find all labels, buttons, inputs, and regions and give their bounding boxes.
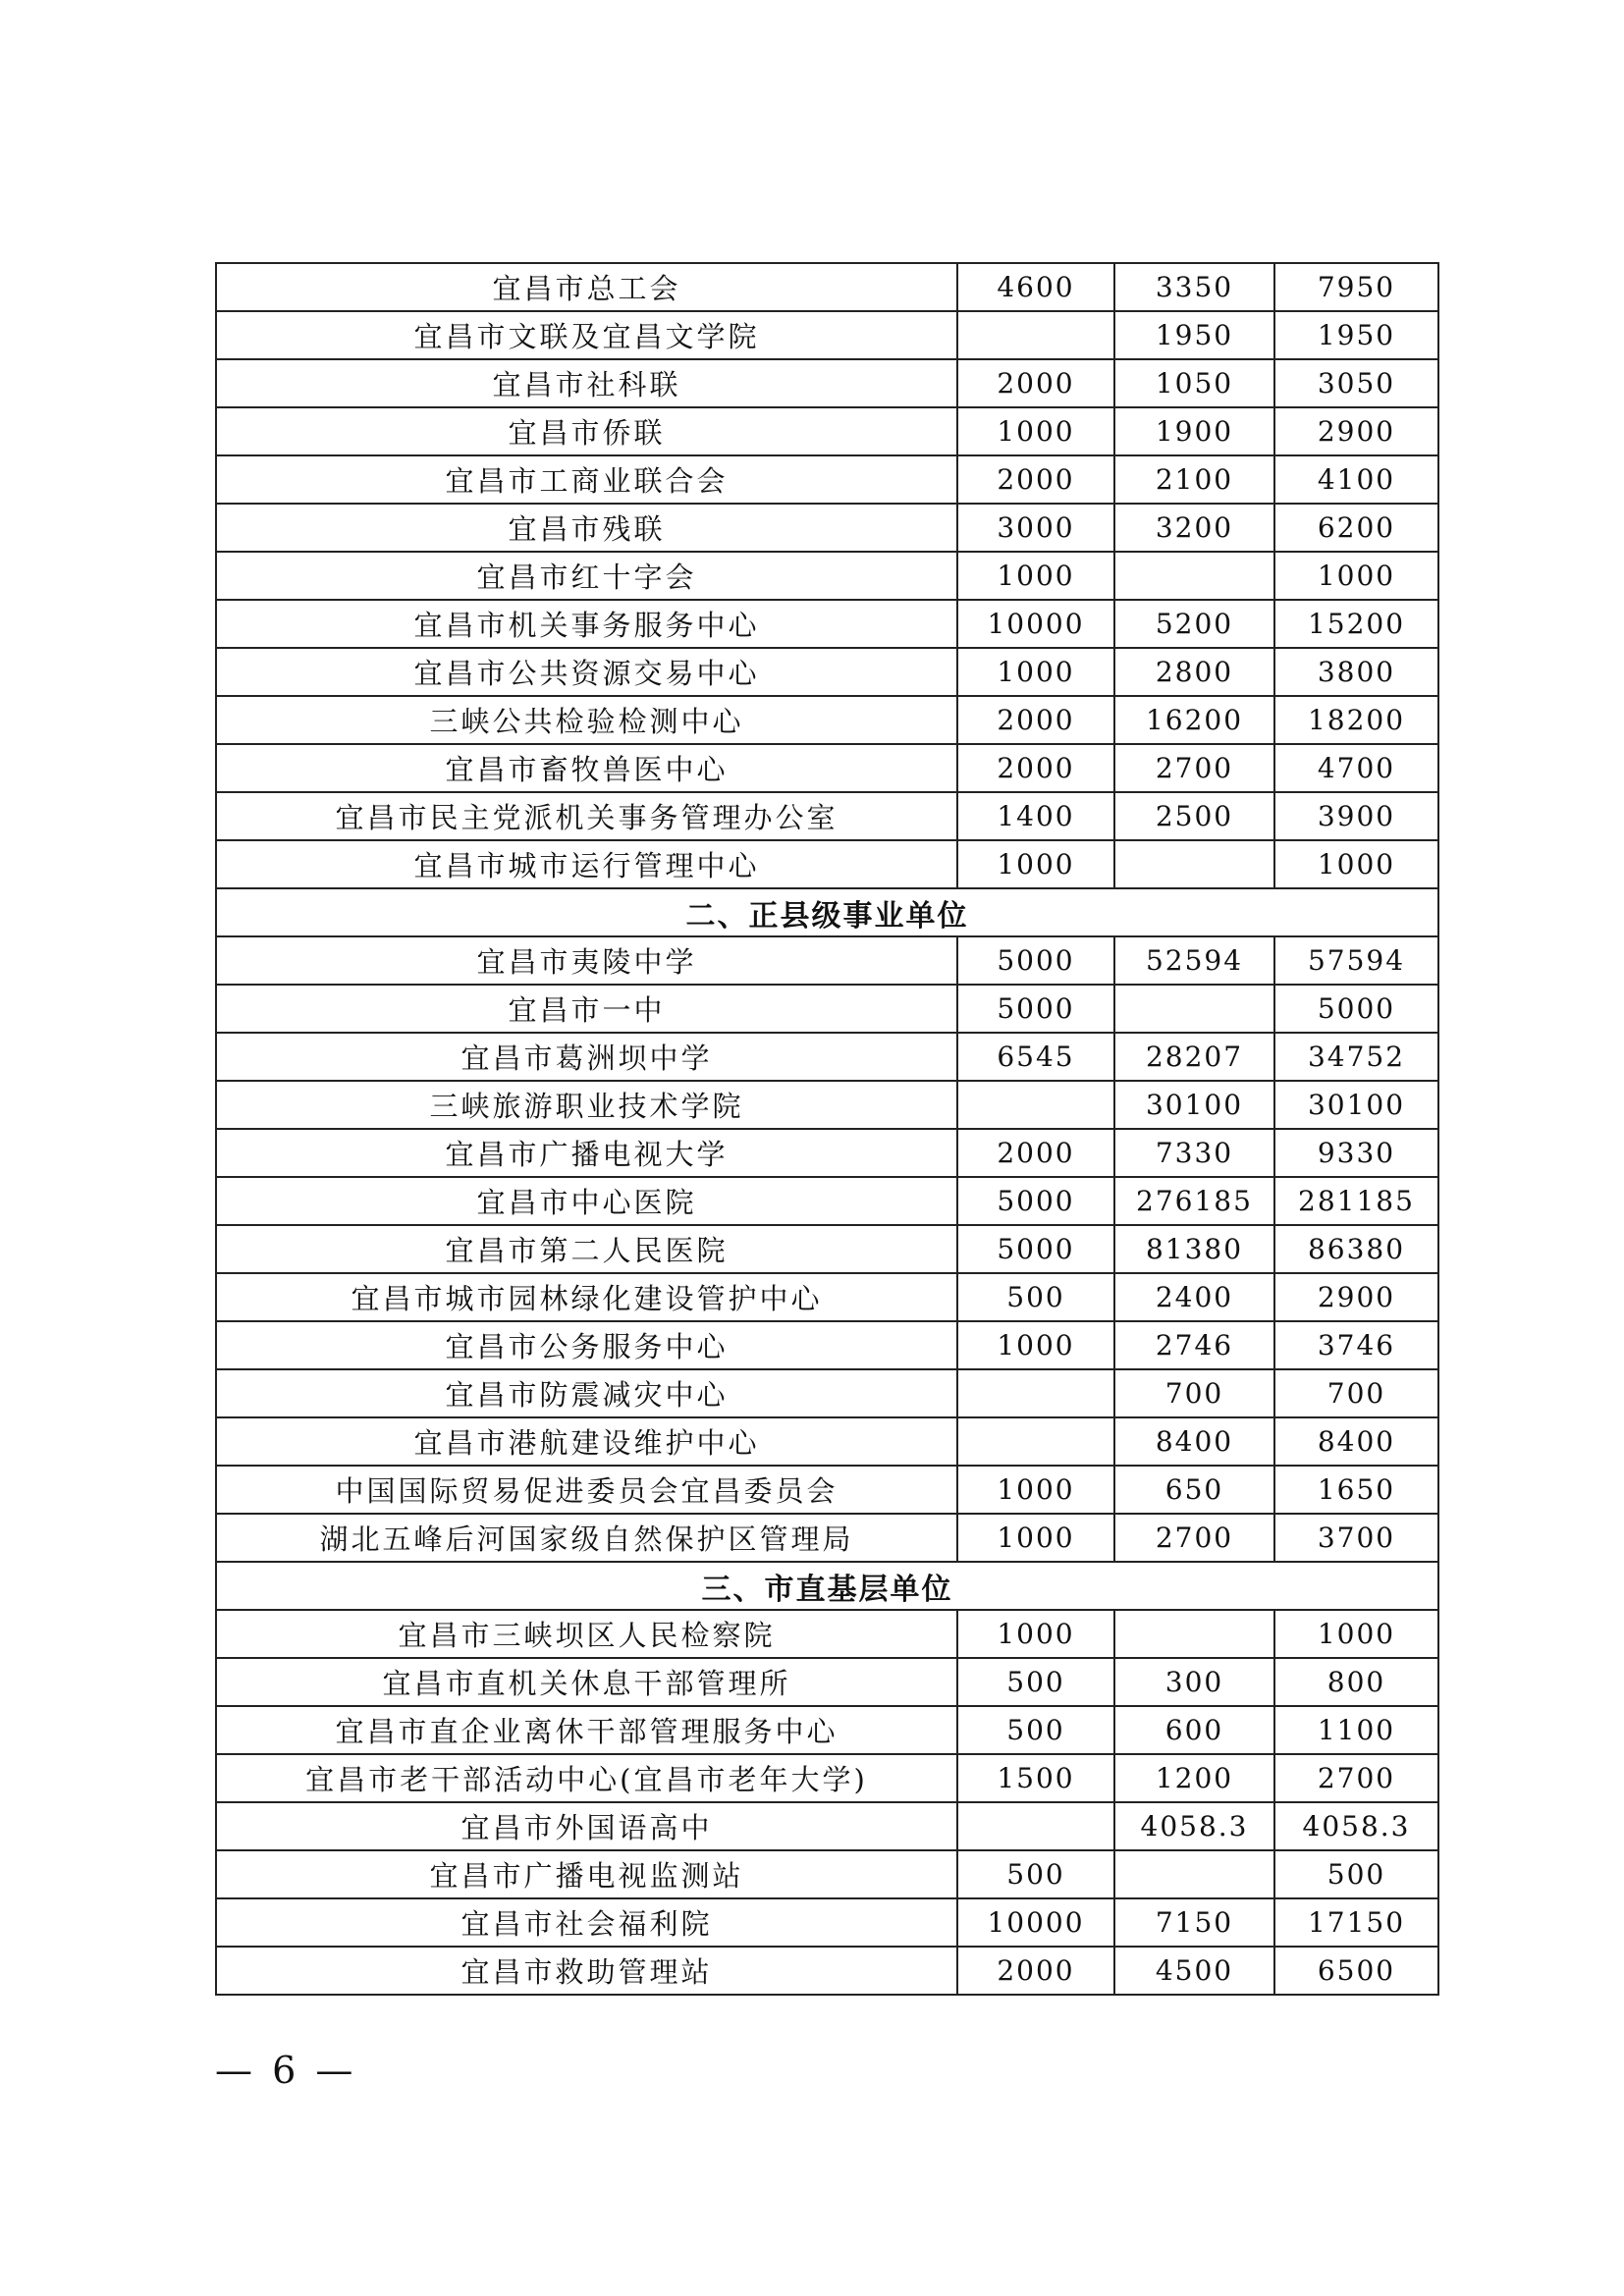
unit-name-cell: 宜昌市港航建设维护中心 xyxy=(216,1417,957,1466)
amount-cell-2 xyxy=(1114,552,1274,600)
amount-cell-1: 2000 xyxy=(957,455,1114,504)
amount-cell-1: 3000 xyxy=(957,504,1114,552)
unit-name-cell: 宜昌市社会福利院 xyxy=(216,1898,957,1947)
amount-cell-1: 5000 xyxy=(957,1225,1114,1273)
total-amount-cell: 86380 xyxy=(1274,1225,1438,1273)
amount-cell-1: 1000 xyxy=(957,407,1114,455)
unit-name-cell: 宜昌市救助管理站 xyxy=(216,1947,957,1995)
total-amount-cell: 2700 xyxy=(1274,1754,1438,1802)
total-amount-cell: 2900 xyxy=(1274,407,1438,455)
table-row xyxy=(216,1081,1438,1129)
unit-name-cell: 湖北五峰后河国家级自然保护区管理局 xyxy=(216,1514,957,1562)
total-amount-cell: 3746 xyxy=(1274,1321,1438,1369)
total-amount-cell: 17150 xyxy=(1274,1898,1438,1947)
table-row xyxy=(216,504,1438,552)
amount-cell-2: 1950 xyxy=(1114,311,1274,359)
unit-name-cell: 三峡旅游职业技术学院 xyxy=(216,1081,957,1129)
total-amount-cell: 5000 xyxy=(1274,985,1438,1033)
amount-cell-1: 1000 xyxy=(957,648,1114,696)
amount-cell-1: 5000 xyxy=(957,1177,1114,1225)
amount-cell-1: 1000 xyxy=(957,552,1114,600)
amount-cell-2: 2800 xyxy=(1114,648,1274,696)
unit-name-cell: 宜昌市民主党派机关事务管理办公室 xyxy=(216,792,957,840)
amount-cell-1: 1000 xyxy=(957,840,1114,888)
table-row xyxy=(216,1369,1438,1417)
amount-cell-1: 1000 xyxy=(957,1466,1114,1514)
amount-cell-1: 500 xyxy=(957,1273,1114,1321)
unit-name-cell: 宜昌市三峡坝区人民检察院 xyxy=(216,1610,957,1658)
unit-name-cell: 宜昌市广播电视大学 xyxy=(216,1129,957,1177)
amount-cell-1 xyxy=(957,1081,1114,1129)
table-row xyxy=(216,1225,1438,1273)
total-amount-cell: 4700 xyxy=(1274,744,1438,792)
total-amount-cell: 3700 xyxy=(1274,1514,1438,1562)
amount-cell-2: 3200 xyxy=(1114,504,1274,552)
table-row xyxy=(216,407,1438,455)
unit-name-cell: 中国国际贸易促进委员会宜昌委员会 xyxy=(216,1466,957,1514)
table-row xyxy=(216,1177,1438,1225)
table-row xyxy=(216,1129,1438,1177)
amount-cell-2: 4058.3 xyxy=(1114,1802,1274,1850)
table-row xyxy=(216,1754,1438,1802)
amount-cell-2: 600 xyxy=(1114,1706,1274,1754)
total-amount-cell: 1000 xyxy=(1274,1610,1438,1658)
table-row xyxy=(216,985,1438,1033)
unit-name-cell: 宜昌市外国语高中 xyxy=(216,1802,957,1850)
total-amount-cell: 3050 xyxy=(1274,359,1438,407)
amount-cell-2: 5200 xyxy=(1114,600,1274,648)
table-row xyxy=(216,1321,1438,1369)
total-amount-cell: 4058.3 xyxy=(1274,1802,1438,1850)
amount-cell-2: 28207 xyxy=(1114,1033,1274,1081)
amount-cell-1: 1000 xyxy=(957,1610,1114,1658)
total-amount-cell: 30100 xyxy=(1274,1081,1438,1129)
total-amount-cell: 800 xyxy=(1274,1658,1438,1706)
total-amount-cell: 1000 xyxy=(1274,552,1438,600)
amount-cell-2: 7150 xyxy=(1114,1898,1274,1947)
section-header-row xyxy=(216,1562,1438,1610)
amount-cell-1: 6545 xyxy=(957,1033,1114,1081)
amount-cell-1: 1400 xyxy=(957,792,1114,840)
unit-name-cell: 宜昌市文联及宜昌文学院 xyxy=(216,311,957,359)
total-amount-cell: 1950 xyxy=(1274,311,1438,359)
table-row xyxy=(216,792,1438,840)
total-amount-cell: 18200 xyxy=(1274,696,1438,744)
amount-cell-2: 4500 xyxy=(1114,1947,1274,1995)
unit-name-cell: 宜昌市直机关休息干部管理所 xyxy=(216,1658,957,1706)
total-amount-cell: 3900 xyxy=(1274,792,1438,840)
unit-name-cell: 宜昌市城市园林绿化建设管护中心 xyxy=(216,1273,957,1321)
amount-cell-2: 276185 xyxy=(1114,1177,1274,1225)
amount-cell-2: 650 xyxy=(1114,1466,1274,1514)
table-row xyxy=(216,1466,1438,1514)
table-row xyxy=(216,552,1438,600)
amount-cell-2: 7330 xyxy=(1114,1129,1274,1177)
unit-name-cell: 宜昌市直企业离休干部管理服务中心 xyxy=(216,1706,957,1754)
amount-cell-2: 1200 xyxy=(1114,1754,1274,1802)
unit-name-cell: 宜昌市一中 xyxy=(216,985,957,1033)
amount-cell-1 xyxy=(957,311,1114,359)
amount-cell-1: 1000 xyxy=(957,1321,1114,1369)
total-amount-cell: 1100 xyxy=(1274,1706,1438,1754)
total-amount-cell: 3800 xyxy=(1274,648,1438,696)
unit-name-cell: 宜昌市老干部活动中心(宜昌市老年大学) xyxy=(216,1754,957,1802)
total-amount-cell: 34752 xyxy=(1274,1033,1438,1081)
amount-cell-1: 500 xyxy=(957,1706,1114,1754)
table-body xyxy=(216,263,1438,1995)
amount-cell-2: 52594 xyxy=(1114,936,1274,985)
amount-cell-1: 5000 xyxy=(957,985,1114,1033)
table-row xyxy=(216,359,1438,407)
total-amount-cell: 6500 xyxy=(1274,1947,1438,1995)
amount-cell-1: 1500 xyxy=(957,1754,1114,1802)
unit-name-cell: 宜昌市总工会 xyxy=(216,263,957,311)
total-amount-cell: 15200 xyxy=(1274,600,1438,648)
unit-name-cell: 宜昌市工商业联合会 xyxy=(216,455,957,504)
amount-cell-2: 2400 xyxy=(1114,1273,1274,1321)
section-header-row xyxy=(216,888,1438,936)
unit-name-cell: 宜昌市第二人民医院 xyxy=(216,1225,957,1273)
unit-name-cell: 宜昌市侨联 xyxy=(216,407,957,455)
table-row xyxy=(216,455,1438,504)
total-amount-cell: 281185 xyxy=(1274,1177,1438,1225)
total-amount-cell: 1650 xyxy=(1274,1466,1438,1514)
amount-cell-1: 2000 xyxy=(957,359,1114,407)
amount-cell-2: 2700 xyxy=(1114,744,1274,792)
table-row xyxy=(216,1610,1438,1658)
unit-name-cell: 三峡公共检验检测中心 xyxy=(216,696,957,744)
table-row xyxy=(216,1417,1438,1466)
amount-cell-2 xyxy=(1114,1850,1274,1898)
unit-name-cell: 宜昌市城市运行管理中心 xyxy=(216,840,957,888)
table-row xyxy=(216,744,1438,792)
amount-cell-2: 8400 xyxy=(1114,1417,1274,1466)
amount-cell-1: 5000 xyxy=(957,936,1114,985)
table-row xyxy=(216,1898,1438,1947)
total-amount-cell: 2900 xyxy=(1274,1273,1438,1321)
table-row xyxy=(216,263,1438,311)
amount-cell-2: 16200 xyxy=(1114,696,1274,744)
amount-cell-2: 2100 xyxy=(1114,455,1274,504)
table-row xyxy=(216,600,1438,648)
unit-name-cell: 宜昌市中心医院 xyxy=(216,1177,957,1225)
unit-name-cell: 宜昌市公共资源交易中心 xyxy=(216,648,957,696)
amount-cell-1: 4600 xyxy=(957,263,1114,311)
table-row xyxy=(216,1706,1438,1754)
unit-name-cell: 宜昌市社科联 xyxy=(216,359,957,407)
amount-cell-2: 1900 xyxy=(1114,407,1274,455)
unit-name-cell: 宜昌市红十字会 xyxy=(216,552,957,600)
table-row xyxy=(216,1947,1438,1995)
total-amount-cell: 7950 xyxy=(1274,263,1438,311)
amount-cell-2: 30100 xyxy=(1114,1081,1274,1129)
amount-cell-1: 10000 xyxy=(957,1898,1114,1947)
total-amount-cell: 4100 xyxy=(1274,455,1438,504)
amount-cell-1: 10000 xyxy=(957,600,1114,648)
section-title: 三、市直基层单位 xyxy=(216,1562,1438,1610)
amount-cell-1: 2000 xyxy=(957,1947,1114,1995)
amount-cell-1 xyxy=(957,1417,1114,1466)
amount-cell-1: 2000 xyxy=(957,744,1114,792)
unit-name-cell: 宜昌市防震减灾中心 xyxy=(216,1369,957,1417)
amount-cell-1 xyxy=(957,1369,1114,1417)
table-row xyxy=(216,311,1438,359)
unit-name-cell: 宜昌市葛洲坝中学 xyxy=(216,1033,957,1081)
amount-cell-2: 1050 xyxy=(1114,359,1274,407)
amount-cell-2: 3350 xyxy=(1114,263,1274,311)
amount-cell-1: 1000 xyxy=(957,1514,1114,1562)
amount-cell-1: 2000 xyxy=(957,696,1114,744)
table-row xyxy=(216,1514,1438,1562)
amount-cell-2: 81380 xyxy=(1114,1225,1274,1273)
total-amount-cell: 57594 xyxy=(1274,936,1438,985)
total-amount-cell: 6200 xyxy=(1274,504,1438,552)
unit-name-cell: 宜昌市残联 xyxy=(216,504,957,552)
amount-cell-2: 700 xyxy=(1114,1369,1274,1417)
amount-cell-1: 2000 xyxy=(957,1129,1114,1177)
unit-name-cell: 宜昌市公务服务中心 xyxy=(216,1321,957,1369)
table-row xyxy=(216,648,1438,696)
total-amount-cell: 9330 xyxy=(1274,1129,1438,1177)
total-amount-cell: 700 xyxy=(1274,1369,1438,1417)
amount-cell-2: 300 xyxy=(1114,1658,1274,1706)
amount-cell-2: 2500 xyxy=(1114,792,1274,840)
total-amount-cell: 500 xyxy=(1274,1850,1438,1898)
unit-name-cell: 宜昌市机关事务服务中心 xyxy=(216,600,957,648)
unit-name-cell: 宜昌市夷陵中学 xyxy=(216,936,957,985)
unit-name-cell: 宜昌市畜牧兽医中心 xyxy=(216,744,957,792)
table-row xyxy=(216,1033,1438,1081)
amount-cell-2: 2700 xyxy=(1114,1514,1274,1562)
table-row xyxy=(216,1802,1438,1850)
unit-name-cell: 宜昌市广播电视监测站 xyxy=(216,1850,957,1898)
table-row xyxy=(216,1658,1438,1706)
total-amount-cell: 8400 xyxy=(1274,1417,1438,1466)
page-number: — 6 — xyxy=(215,2049,357,2092)
table-row xyxy=(216,840,1438,888)
amount-cell-2: 2746 xyxy=(1114,1321,1274,1369)
amount-cell-1: 500 xyxy=(957,1658,1114,1706)
table-row xyxy=(216,1273,1438,1321)
table-row xyxy=(216,936,1438,985)
amount-cell-2 xyxy=(1114,840,1274,888)
amount-cell-2 xyxy=(1114,1610,1274,1658)
table-row xyxy=(216,696,1438,744)
section-title: 二、正县级事业单位 xyxy=(216,888,1438,936)
table-row xyxy=(216,1850,1438,1898)
budget-table xyxy=(215,262,1439,1996)
total-amount-cell: 1000 xyxy=(1274,840,1438,888)
amount-cell-1: 500 xyxy=(957,1850,1114,1898)
amount-cell-2 xyxy=(1114,985,1274,1033)
amount-cell-1 xyxy=(957,1802,1114,1850)
